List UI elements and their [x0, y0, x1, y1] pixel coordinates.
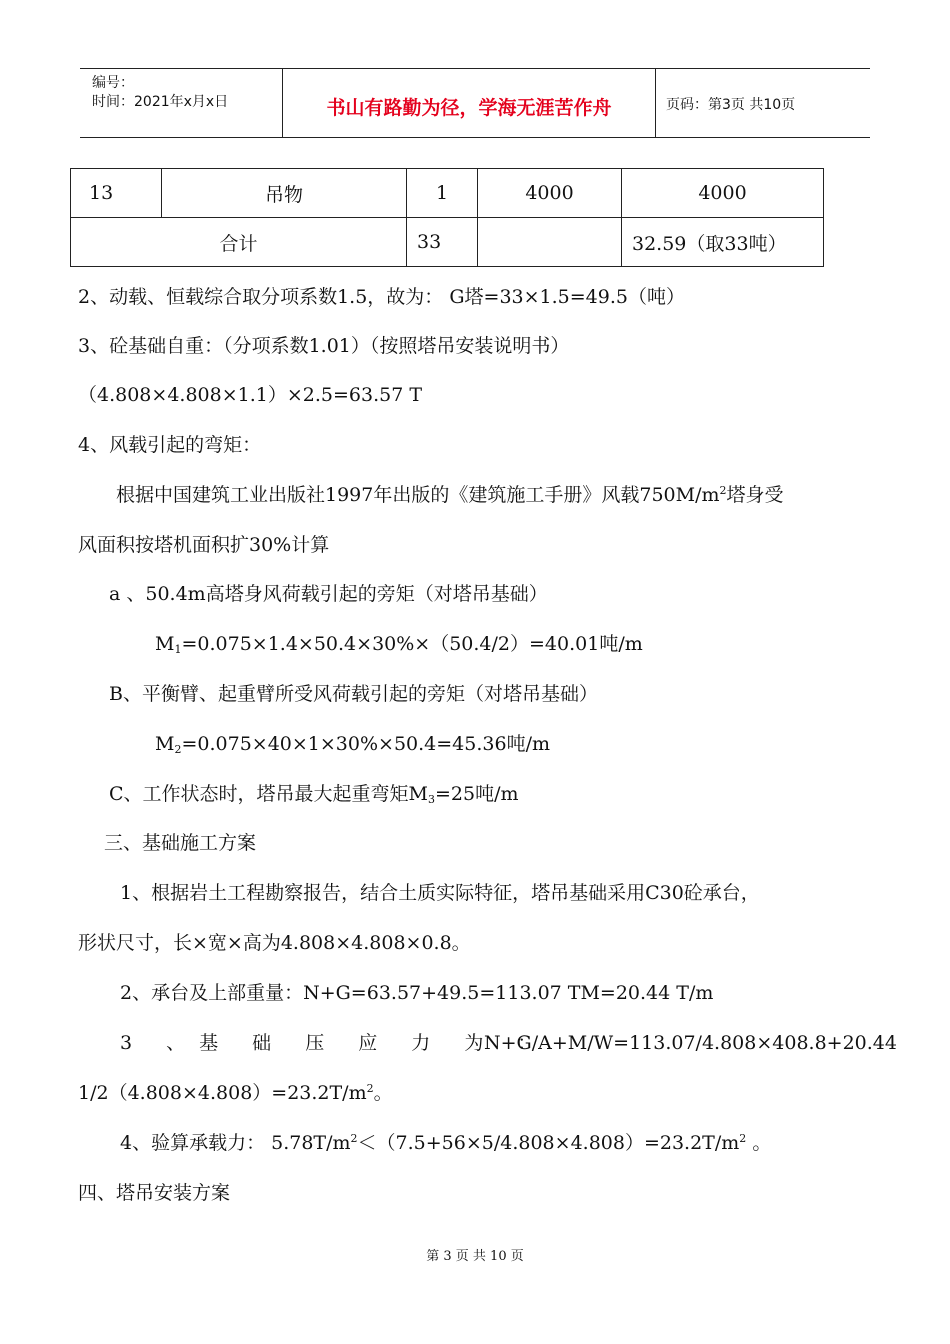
superscript: 2 [719, 484, 727, 497]
heading-wind-moment: 4、风载引起的弯矩： [78, 434, 262, 456]
para-wind-load-b: 塔身受 [726, 484, 784, 506]
subscript: 3 [428, 793, 435, 806]
page-label: 页码：第3页 共10页 [666, 97, 796, 113]
item-c-a: C、工作状态时，塔吊最大起重弯矩M [109, 783, 428, 805]
item-c [109, 781, 519, 807]
item-c-b: =25吨/m [435, 783, 519, 805]
superscript: 2 [739, 1132, 747, 1145]
page-header [80, 68, 870, 138]
total-qty: 33 [407, 218, 478, 267]
table-cell-total: 4000 [622, 169, 824, 218]
para-wind-area: 风面积按塔机面积扩30%计算 [78, 534, 330, 556]
total-label: 合计 [71, 218, 407, 267]
table-cell-qty: 1 [407, 169, 478, 218]
superscript: 2 [350, 1132, 358, 1145]
table-row [71, 169, 824, 218]
load-table [70, 168, 824, 267]
total-empty [478, 218, 622, 267]
para-wind-load [116, 482, 784, 508]
bearing-check-a: 4、验算承载力： 5.78T/m [120, 1132, 351, 1154]
formula-m2 [155, 731, 550, 757]
total-weight: 32.59（取33吨） [622, 218, 824, 267]
table-cell-index: 13 [71, 169, 162, 218]
header-motto-cell [283, 69, 656, 137]
subscript: 1 [174, 643, 182, 656]
para-bearing-check [120, 1130, 771, 1156]
formula-m1 [155, 631, 643, 657]
table-total-row [71, 218, 824, 267]
formula-m1-body: =0.075×1.4×50.4×30%×（50.4/2）=40.01吨/m [181, 633, 643, 655]
item-b: B、平衡臂、起重臂所受风荷载引起的旁矩（对塔吊基础） [109, 683, 598, 705]
para-survey: 1、根据岩土工程勘察报告，结合土质实际特征，塔吊基础采用C30砼承台， [120, 882, 760, 904]
pressure-result-b: 。 [373, 1082, 393, 1104]
para-foundation-weight: 3、砼基础自重：（分项系数1.01）（按照塔吊安装说明书） [78, 335, 570, 357]
motto: 书山有路勤为径，学海无涯苦作舟 [326, 97, 612, 119]
para-pressure-result [78, 1080, 393, 1106]
heading-section-3: 三、基础施工方案 [104, 832, 257, 854]
formula-foundation-weight: （4.808×4.808×1.1）×2.5=63.57 T [78, 384, 423, 406]
bearing-check-b: ＜（7.5+56×5/4.808×4.808）=23.2T/m [357, 1132, 740, 1154]
header-page-cell [656, 69, 870, 137]
table-cell-name: 吊物 [162, 169, 407, 218]
pressure-label: 3 、基 础 压 应 力 为 ： [120, 1032, 551, 1054]
header-meta-cell [80, 69, 283, 137]
date-label: 时间：2021年x月x日 [92, 94, 229, 110]
pressure-result-a: 1/2（4.808×4.808）=23.2T/m [78, 1082, 367, 1104]
para-wind-load-a: 根据中国建筑工业出版社1997年出版的《建筑施工手册》风载750M/m [116, 484, 720, 506]
m-symbol: M [155, 633, 175, 655]
page-footer: 第 3 页 共 10 页 [426, 1249, 524, 1264]
para-dimensions: 形状尺寸，长×宽×高为4.808×4.808×0.8。 [78, 932, 471, 954]
heading-section-4: 四、塔吊安装方案 [78, 1182, 231, 1204]
m-symbol: M [155, 733, 175, 755]
table-cell-unit: 4000 [478, 169, 622, 218]
para-weight: 2、承台及上部重量：N+G=63.57+49.5=113.07 TM=20.44 T/m [120, 982, 714, 1004]
item-a: a 、50.4m高塔身风荷载引起的旁矩（对塔吊基础） [109, 583, 548, 605]
subscript: 2 [174, 743, 182, 756]
superscript: 2 [366, 1082, 374, 1095]
bearing-check-c: 。 [746, 1132, 772, 1154]
formula-m2-body: =0.075×40×1×30%×50.4=45.36吨/m [181, 733, 550, 755]
para-dynamic-load: 2、动载、恒载综合取分项系数1.5，故为： G塔=33×1.5=49.5（吨） [78, 286, 685, 308]
number-label: 编号： [92, 75, 134, 91]
para-pressure-formula: N+G/A+M/W=113.07/4.808×408.8+20.44 [484, 1032, 897, 1054]
